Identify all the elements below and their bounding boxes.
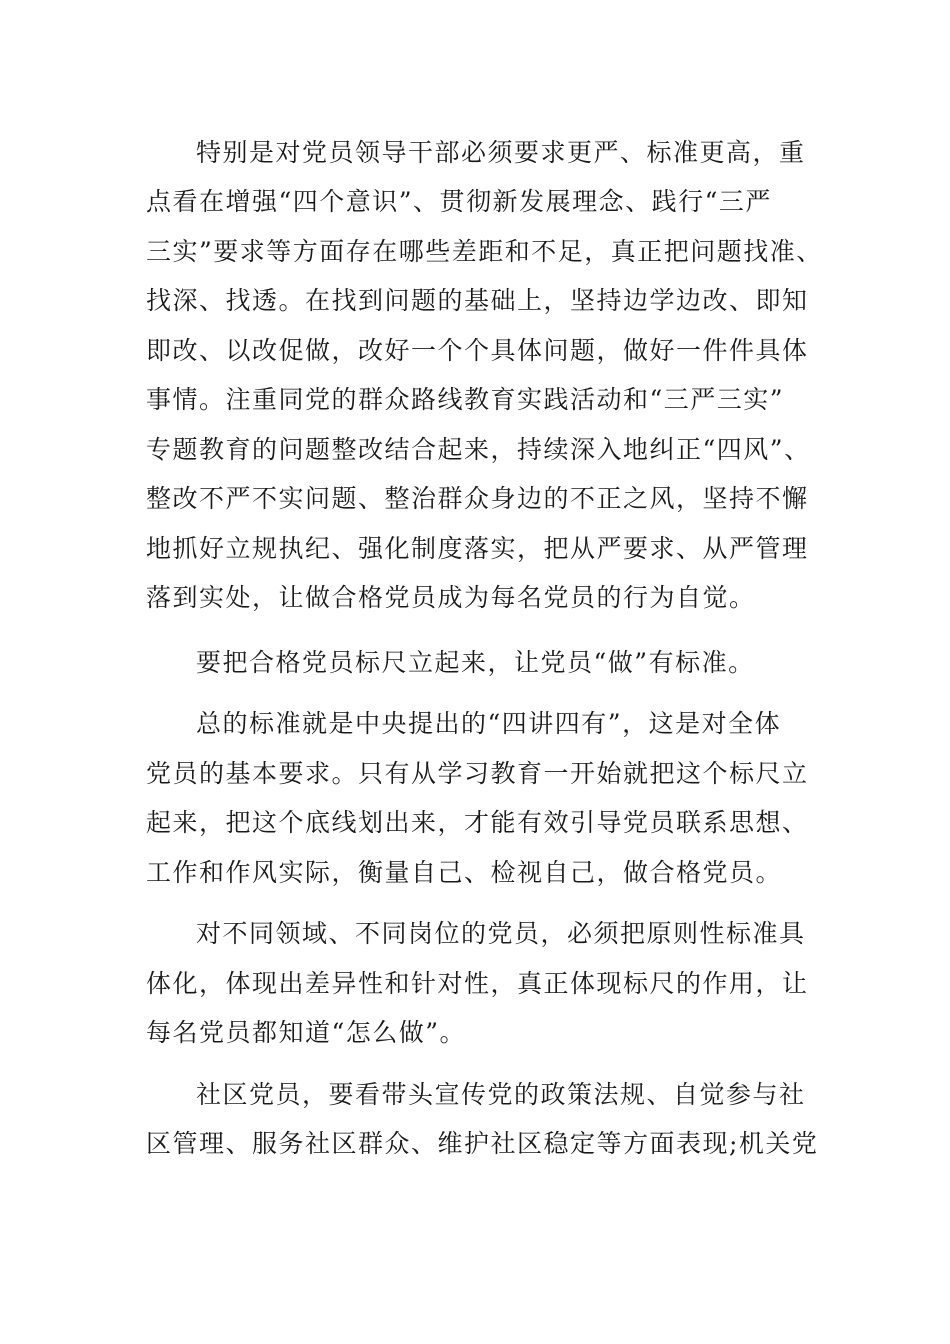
paragraph-1-line-1: 特别是对党员领导干部必须要求更严、标准更高，重 xyxy=(196,138,806,167)
paragraph-5-line-1: 社区党员，要看带头宣传党的政策法规、自觉参与社 xyxy=(196,1080,806,1109)
paragraph-1-line-8: 整改不严不实问题、整治群众身边的不正之风，坚持不懈 xyxy=(146,484,809,513)
paragraph-4-line-2: 体化，体现出差异性和针对性，真正体现标尺的作用，让 xyxy=(146,969,809,998)
paragraph-3-line-2: 党员的基本要求。只有从学习教育一开始就把这个标尺立 xyxy=(146,759,809,788)
paragraph-3-line-3: 起来，把这个底线划出来，才能有效引导党员联系思想、 xyxy=(146,808,809,837)
paragraph-1-line-9: 地抓好立规执纪、强化制度落实，把从严要求、从严管理 xyxy=(146,534,809,563)
paragraph-1-line-5: 即改、以改促做，改好一个个具体问题，做好一件件具体 xyxy=(146,336,809,365)
paragraph-1-line-2: 点看在增强“四个意识”、贯彻新发展理念、践行“三严 xyxy=(146,187,772,216)
paragraph-2-line-1: 要把合格党员标尺立起来，让党员“做”有标准。 xyxy=(196,648,755,677)
paragraph-1-line-4: 找深、找透。在找到问题的基础上，坚持边学边改、即知 xyxy=(146,286,809,315)
paragraph-1-line-10: 落到实处，让做合格党员成为每名党员的行为自觉。 xyxy=(146,583,756,612)
paragraph-4-line-3: 每名党员都知道“怎么做”。 xyxy=(146,1018,467,1047)
paragraph-5-line-2: 区管理、服务社区群众、维护社区稳定等方面表现;机关党 xyxy=(146,1129,819,1158)
paragraph-3-line-4: 工作和作风实际，衡量自己、检视自己，做合格党员。 xyxy=(146,858,783,887)
paragraph-3-line-1: 总的标准就是中央提出的“四讲四有”，这是对全体 xyxy=(196,709,782,738)
paragraph-4-line-1: 对不同领域、不同岗位的党员，必须把原则性标准具 xyxy=(196,919,806,948)
paragraph-1-line-6: 事情。注重同党的群众路线教育实践活动和“三严三实” xyxy=(146,385,785,414)
paragraph-1-line-3: 三实”要求等方面存在哪些差距和不足，真正把问题找准、 xyxy=(146,237,823,266)
paragraph-1-line-7: 专题教育的问题整改结合起来，持续深入地纠正“四风”、 xyxy=(146,435,811,464)
